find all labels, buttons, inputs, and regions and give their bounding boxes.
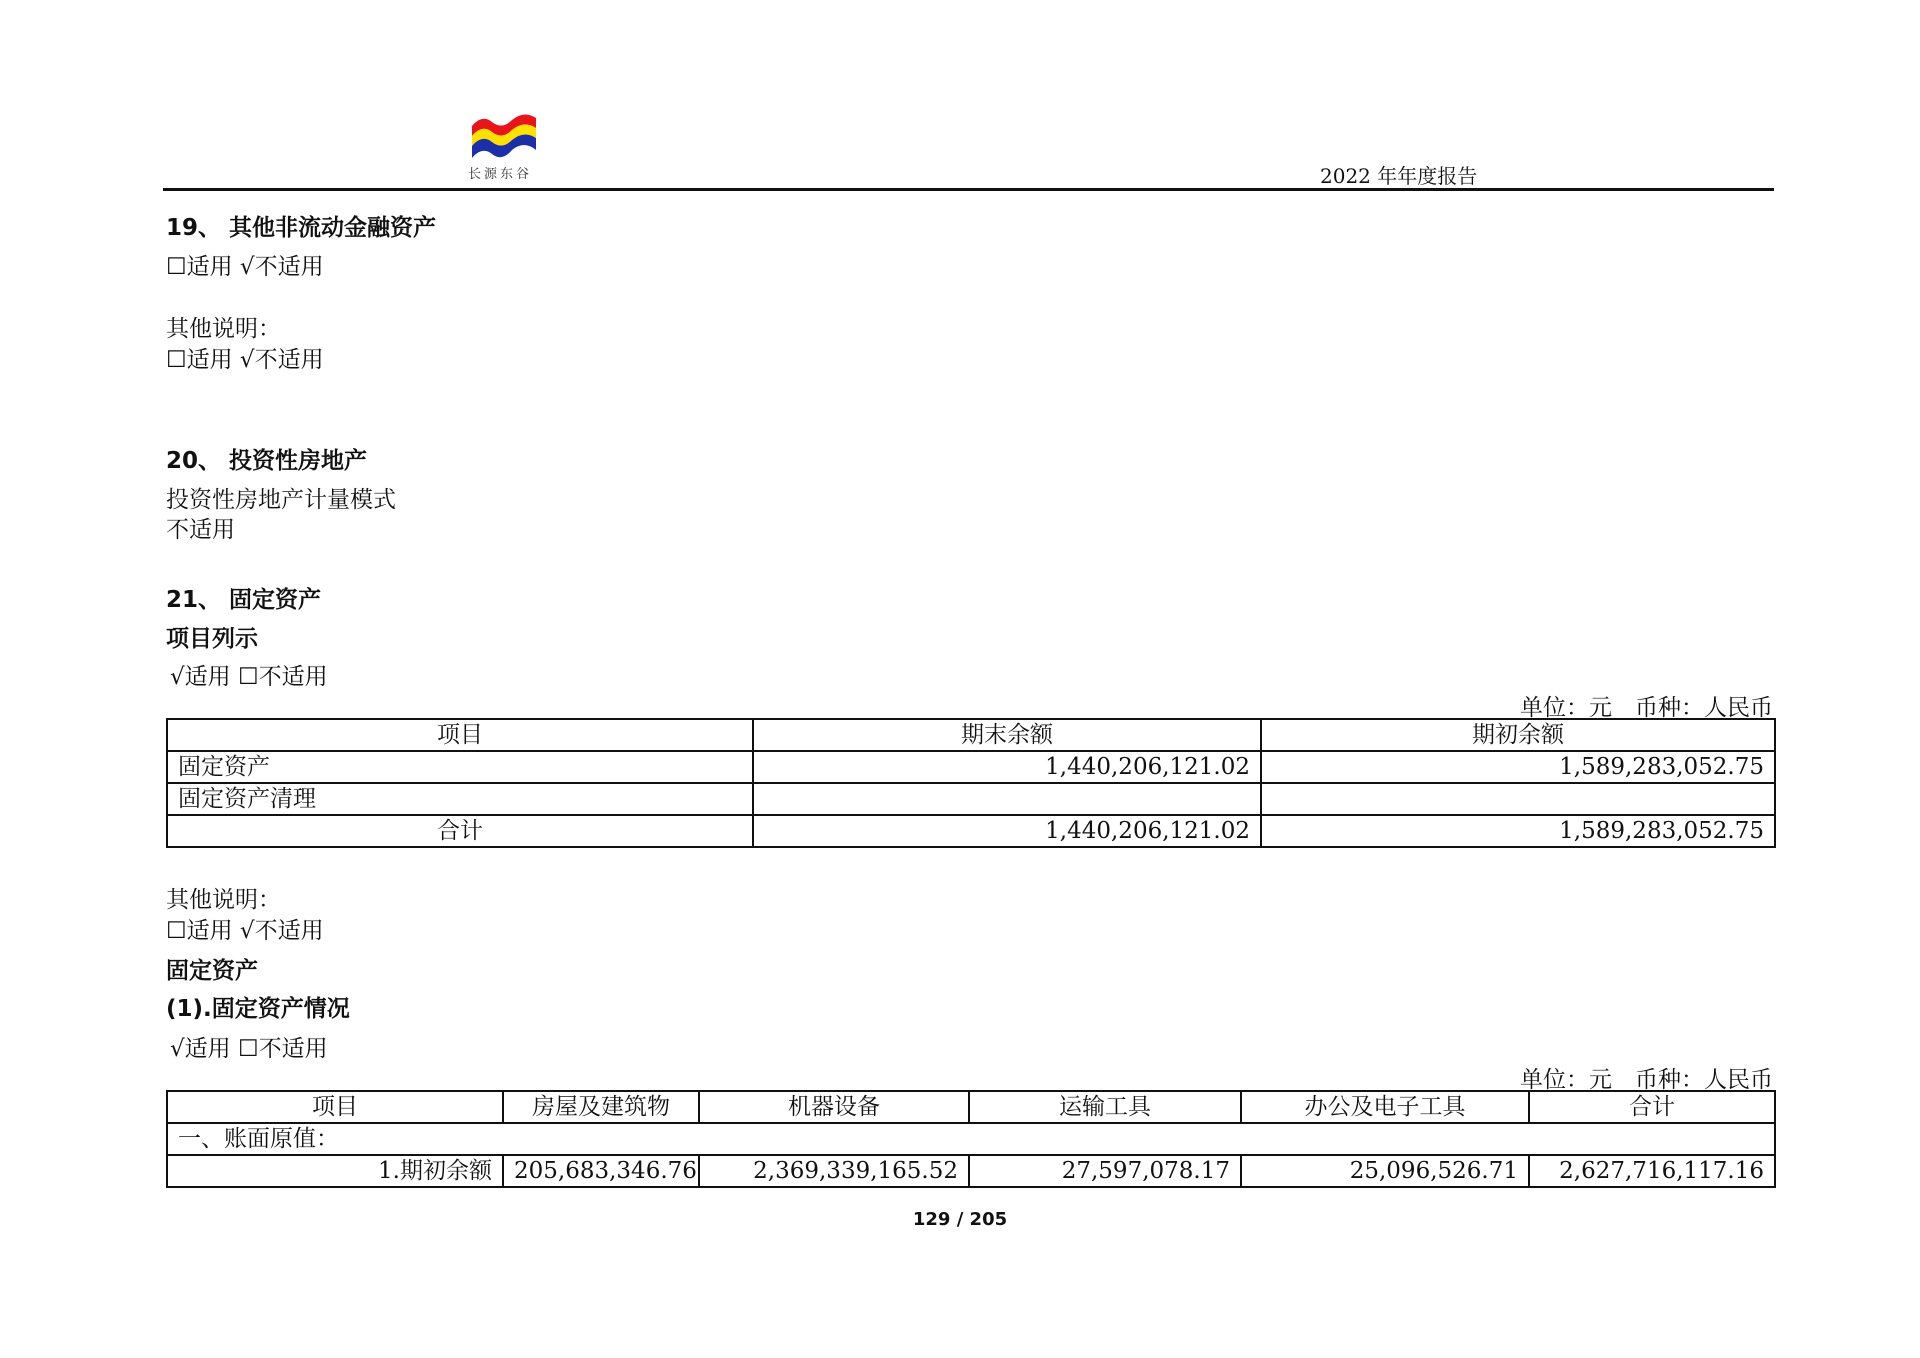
header-item: 项目 [167,1091,503,1123]
table-row [167,1155,1775,1187]
page-number: 129 / 205 [912,1209,1008,1230]
section-row-label: 一、账面原值： [167,1123,1775,1155]
row-label: 合计 [167,815,753,847]
row-opening-value: 1,589,283,052.75 [1261,751,1775,783]
row-opening-value: 1,589,283,052.75 [1261,815,1775,847]
section-20-measure-label: 投资性房地产计量模式 [166,487,396,513]
table-section-row [167,1123,1775,1155]
row-label: 固定资产 [167,751,753,783]
header-ending-balance: 期末余额 [753,719,1261,751]
header-buildings: 房屋及建筑物 [503,1091,699,1123]
table-header-row [167,719,1775,751]
section-21-other-applicability: ☐适用 √不适用 [166,918,324,944]
header-divider [163,188,1774,191]
header-transport: 运输工具 [969,1091,1241,1123]
header-opening-balance: 期初余额 [1261,719,1775,751]
section-20-title: 20、 投资性房地产 [166,448,368,474]
table-header-row [167,1091,1775,1123]
row-ending-value: 1,440,206,121.02 [753,751,1261,783]
header-item: 项目 [167,719,753,751]
sub1-title: (1).固定资产情况 [166,996,350,1022]
row-buildings-value: 205,683,346.76 [503,1155,699,1187]
section-19-applicability: ☐适用 √不适用 [166,254,324,280]
row-total-value: 2,627,716,117.16 [1529,1155,1775,1187]
header-office-electronics: 办公及电子工具 [1241,1091,1529,1123]
section-21-applicability: √适用 ☐不适用 [170,664,328,690]
row-opening-value [1261,783,1775,815]
fixed-assets-label: 固定资产 [166,958,258,984]
row-transport-value: 27,597,078.17 [969,1155,1241,1187]
row-office-value: 25,096,526.71 [1241,1155,1529,1187]
report-title: 2022 年年度报告 [1320,164,1478,188]
row-machinery-value: 2,369,339,165.52 [699,1155,969,1187]
company-logo [470,112,538,162]
table-row [167,751,1775,783]
logo-text: 长源东谷 [468,167,533,182]
table-row [167,783,1775,815]
section-21-subtitle: 项目列示 [166,626,258,652]
fixed-assets-detail-table [166,1090,1776,1188]
section-21-other-label: 其他说明： [166,887,281,913]
row-label: 1.期初余额 [167,1155,503,1187]
unit-label-2: 单位：元 币种：人民币 [1520,1067,1773,1093]
section-19-other-label: 其他说明： [166,316,281,342]
unit-label: 单位：元 币种：人民币 [1520,695,1773,721]
section-19-title: 19、 其他非流动金融资产 [166,215,437,241]
table-total-row [167,815,1775,847]
row-ending-value [753,783,1261,815]
sub1-applicability: √适用 ☐不适用 [170,1036,328,1062]
section-19-other-applicability: ☐适用 √不适用 [166,347,324,373]
header-machinery: 机器设备 [699,1091,969,1123]
header-total: 合计 [1529,1091,1775,1123]
fixed-assets-summary-table [166,718,1776,848]
row-ending-value: 1,440,206,121.02 [753,815,1261,847]
section-20-measure-value: 不适用 [166,517,235,543]
section-21-title: 21、 固定资产 [166,587,322,613]
row-label: 固定资产清理 [167,783,753,815]
